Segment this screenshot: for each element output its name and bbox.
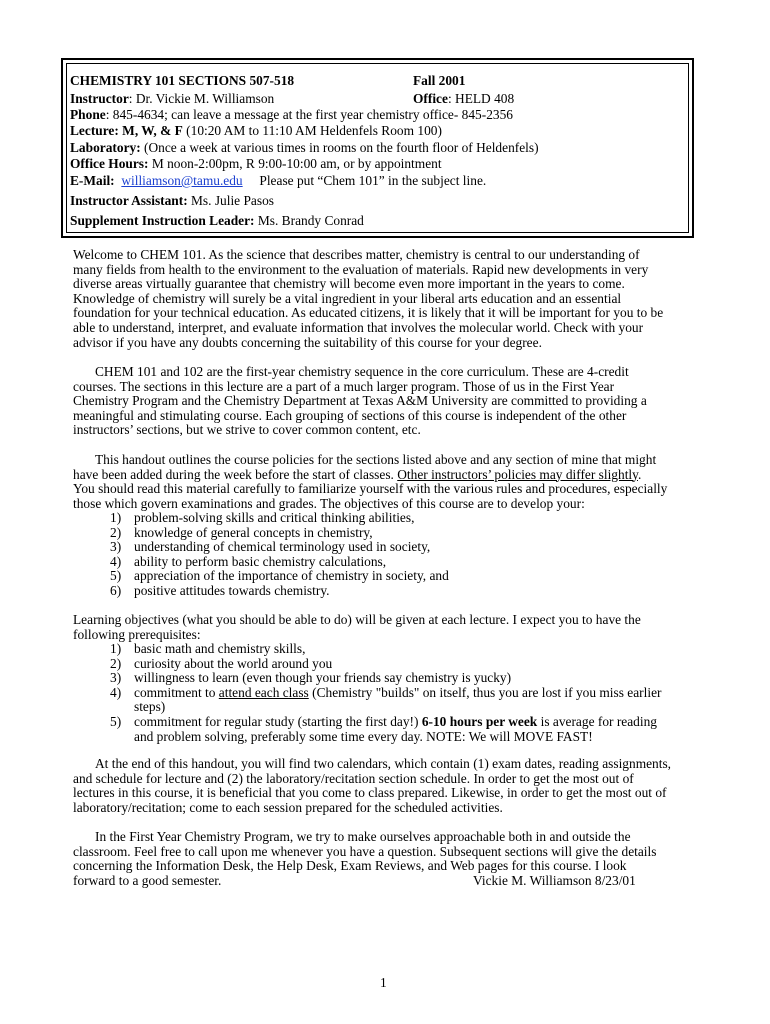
handout-paragraph: This handout outlines the course policies for the sections listed above and any section of mine that might have been added during the week before the start of classes. Other instructors’ policies may differ slightly. You should read this material carefully to familiarize yourself with the various rules and procedures, especially those which govern examinations and grades. The objectives of this course are to develop your:	[73, 452, 668, 511]
email-link[interactable]: williamson@tamu.edu	[121, 173, 243, 188]
instructor-line: Instructor: Dr. Vickie M. Williamson	[70, 91, 275, 106]
lecture-line: Lecture: M, W, & F (10:20 AM to 11:10 AM Heldenfels Room 100)	[70, 123, 442, 138]
instructor-assistant-line: Instructor Assistant: Ms. Julie Pasos	[70, 193, 274, 208]
curriculum-paragraph: CHEM 101 and 102 are the first-year chemistry sequence in the core curriculum. These are 4-credit courses. The sections in this lecture are a part of a much larger program. Those of us in the First Year Chemistry Program and the Chemistry Department at Texas A&M University are committed to providing a meaningful and stimulating course. Each grouping of sections of this course is independent of the other instructors’ sections, but we strive to cover common content, etc.	[73, 364, 647, 438]
calendars-paragraph: At the end of this handout, you will find two calendars, which contain (1) exam dates, reading assignments, and schedule for lecture and (2) the laboratory/recitation section schedule. In order to get the most out of lectures in this course, it is beneficial that you come to class prepared. Likewise, in order to get the most out of laboratory/recitation; come to each session prepared for the scheduled activities.	[73, 756, 672, 815]
approachable-paragraph: In the First Year Chemistry Program, we try to make ourselves approachable both in and outside the classroom. Feel free to call upon me whenever you have a question. Subsequent sections will give the details concerning the Information Desk, the Help Desk, Exam Reviews, and Web pages for this course. I look forward to a good semester. Vickie M. Williamson 8/23/01	[73, 829, 657, 888]
email-line: E-Mail: williamson@tamu.edu Please put “Chem 101” in the subject line.	[70, 173, 487, 188]
page-number: 1	[380, 975, 387, 990]
course-title: CHEMISTRY 101 SECTIONS 507-518	[70, 73, 295, 88]
laboratory-line: Laboratory: (Once a week at various times in rooms on the fourth floor of Heldenfels)	[70, 140, 539, 155]
prerequisites-intro: Learning objectives (what you should be able to do) will be given at each lecture. I expect you to have the following prerequisites:	[73, 612, 641, 642]
welcome-paragraph: Welcome to CHEM 101. As the science that describes matter, chemistry is central to our understanding of many fields from health to the environment to the evaluation of materials. Rapid new developments in very diverse areas virtually guarantee that chemistry will become even more important in the years to come. Knowledge of chemistry will surely be a vital ingredient in your liberal arts education and an essential foundation for your technical education. As educated citizens, it is likely that it will be important for you to be able to understand, interpret, and evaluate information that involves the molecular world. Check with your advisor if you have any doubts concerning the suitability of this course for your degree.	[73, 247, 664, 350]
signature-date: Vickie M. Williamson 8/23/01	[473, 872, 636, 888]
document-page: CHEMISTRY 101 SECTIONS 507-518 Fall 2001 Instructor: Dr. Vickie M. Williamson Office: HELD 408 Phone: 845-4634; can leave a message at the first year chemistry office- 845-2356 Lecture: M, W, & F (10:20 AM to 11:10 AM Heldenfels Room 100) Laboratory: (Once a week at various times in rooms on the fourth floor of Heldenfels) Office Hours: M noon-2:00pm, R 9:00-10:00 am, or by appointment E-Mail: williamson@tamu.edu Please put “Chem 101” in the subject line. Instructor Assistant: Ms. Julie Pasos Supplement Instruction Leader: Ms. Brandy Conrad Welcome to CHEM 101. As the science that describes matter, chemistry is central to our understanding of many fields from health to the environment to the evaluation of materials. Rapid new developments in very diverse areas virtually guarantee that chemistry will become even more important in the years to come. Knowledge of chemistry will surely be a vital ingredient in your liberal arts education and an essential foundation for your technical education. As educated citizens, it is likely that it will be important for you to be able to understand, interpret, and evaluate information that involves the molecular world. Check with your advisor if you have any doubts concerning the suitability of this course for your degree. CHEM 101 and 102 are the first-year chemistry sequence in the core curriculum. These are 4-credit courses. The sections in this lecture are a part of a much larger program. Those of us in the First Year Chemistry Program and the Chemistry Department at Texas A&M University are committed to providing a meaningful and stimulating course. Each grouping of sections of this course is independent of the other instructors’ sections, but we strive to cover common content, etc. This handout outlines the course policies for the sections listed above and any section of mine that might have been added during the week before the start of classes. Other instructors’ policies may differ slightly. You should read this material carefully to familiarize yourself with the various rules and procedures, especially those which govern examinations and grades. The objectives of this course are to develop your: 1) problem-solving skills and critical thinking abilities, 2) knowledge of general concepts in chemistry, 3) understanding of chemical terminology used in society, 4) ability to perform basic chemistry calculations, 5) appreciation of the importance of chemistry in society, and 6) positive attitudes towards chemistry. Learning objectives (what you should be able to do) will be given at each lecture. I expect you to have the following prerequisites: 1) basic math and chemistry skills, 2) curiosity about the world around you 3) willingness to learn (even though your friends say chemistry is yucky) 4) commitment to attend each class (Chemistry "builds" on itself, thus you are lost if you miss earlier steps) 5) commitment for regular study (starting the first day!) 6-10 hours per week is average for reading and problem solving, preferably some time every day. NOTE: We will MOVE FAST! At the end of this handout, you will find two calendars, which contain (1) exam dates, reading assignments, and schedule for lecture and (2) the laboratory/recitation section schedule. In order to get the most out of lectures in this course, it is beneficial that you come to class prepared. Likewise, in order to get the most out of laboratory/recitation; come to each session prepared for the scheduled activities. In the First Year Chemistry Program, we try to make ourselves approachable both in and outside the classroom. Feel free to call upon me whenever you have a question. Subsequent sections will give the details concerning the Information Desk, the Help Desk, Exam Reviews, and Web pages for this course. I look forward to a good semester. Vickie M. Williamson 8/23/01 1	[0, 0, 770, 1024]
si-leader-line: Supplement Instruction Leader: Ms. Brandy Conrad	[70, 213, 364, 228]
office-hours-line: Office Hours: M noon-2:00pm, R 9:00-10:00 am, or by appointment	[70, 156, 442, 171]
term: Fall 2001	[413, 73, 466, 88]
phone-line: Phone: 845-4634; can leave a message at the first year chemistry office- 845-2356	[70, 107, 513, 122]
office-line: Office: HELD 408	[413, 91, 515, 106]
